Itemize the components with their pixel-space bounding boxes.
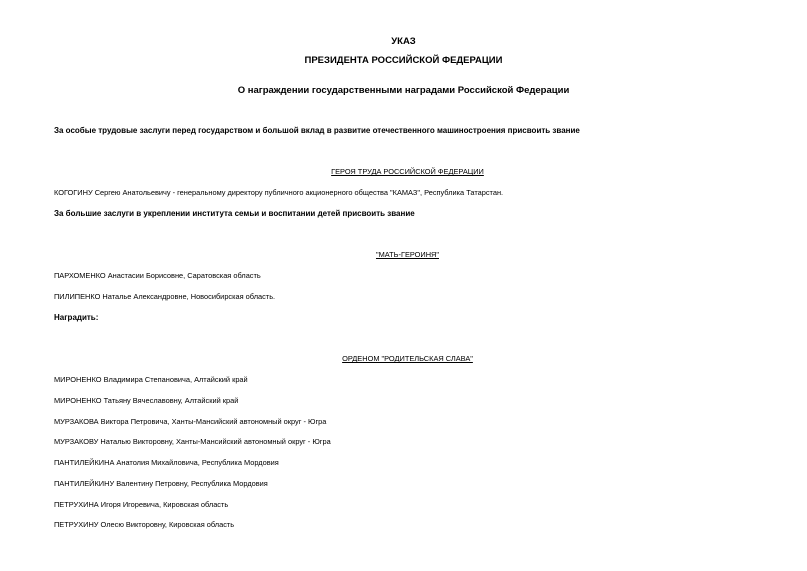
award-title-3: ОРДЕНОМ "РОДИТЕЛЬСКАЯ СЛАВА" <box>342 354 473 363</box>
intro-paragraph-3: Наградить: <box>54 313 99 322</box>
recipient-item: ПАРХОМЕНКО Анастасии Борисовне, Саратовская область <box>54 271 261 280</box>
award-title-1: ГЕРОЯ ТРУДА РОССИЙСКОЙ ФЕДЕРАЦИИ <box>331 167 484 176</box>
recipient-item: МУРЗАКОВА Виктора Петровича, Ханты-Мансийский автономный округ - Югра <box>54 417 327 426</box>
recipient-item: ПЕТРУХИНА Игоря Игоревича, Кировская область <box>54 500 229 509</box>
document-title: УКАЗ <box>391 36 416 47</box>
recipient-item: МИРОНЕНКО Владимира Степановича, Алтайский край <box>54 375 248 384</box>
recipient-item: ПИЛИПЕНКО Наталье Александровне, Новосибирская область. <box>54 292 276 301</box>
recipient-item: ПАНТИЛЕЙКИНА Анатолия Михайловича, Республика Мордовия <box>54 458 279 467</box>
recipient-item: ПЕТРУХИНУ Олесю Викторовну, Кировская область <box>54 520 235 529</box>
intro-paragraph-2: За большие заслуги в укреплении института семьи и воспитании детей присвоить звание <box>54 209 415 218</box>
recipient-item: МУРЗАКОВУ Наталью Викторовну, Ханты-Мансийский автономный округ - Югра <box>54 437 331 446</box>
intro-paragraph-1: За особые трудовые заслуги перед государством и большой вклад в развитие отечественного машиностроения присвоить звание <box>54 126 580 135</box>
document-subtitle: ПРЕЗИДЕНТА РОССИЙСКОЙ ФЕДЕРАЦИИ <box>304 55 503 66</box>
recipient-item: КОГОГИНУ Сергею Анатольевичу - генеральному директору публичного акционерного общества "КАМАЗ", Республика Татарстан. <box>54 188 504 197</box>
recipient-item: ПАНТИЛЕЙКИНУ Валентину Петровну, Республика Мордовия <box>54 479 268 488</box>
award-title-2: "МАТЬ-ГЕРОИНЯ" <box>375 250 439 259</box>
recipient-item: МИРОНЕНКО Татьяну Вячеславовну, Алтайский край <box>54 396 239 405</box>
document-heading: О награждении государственными наградами Российской Федерации <box>237 85 570 96</box>
